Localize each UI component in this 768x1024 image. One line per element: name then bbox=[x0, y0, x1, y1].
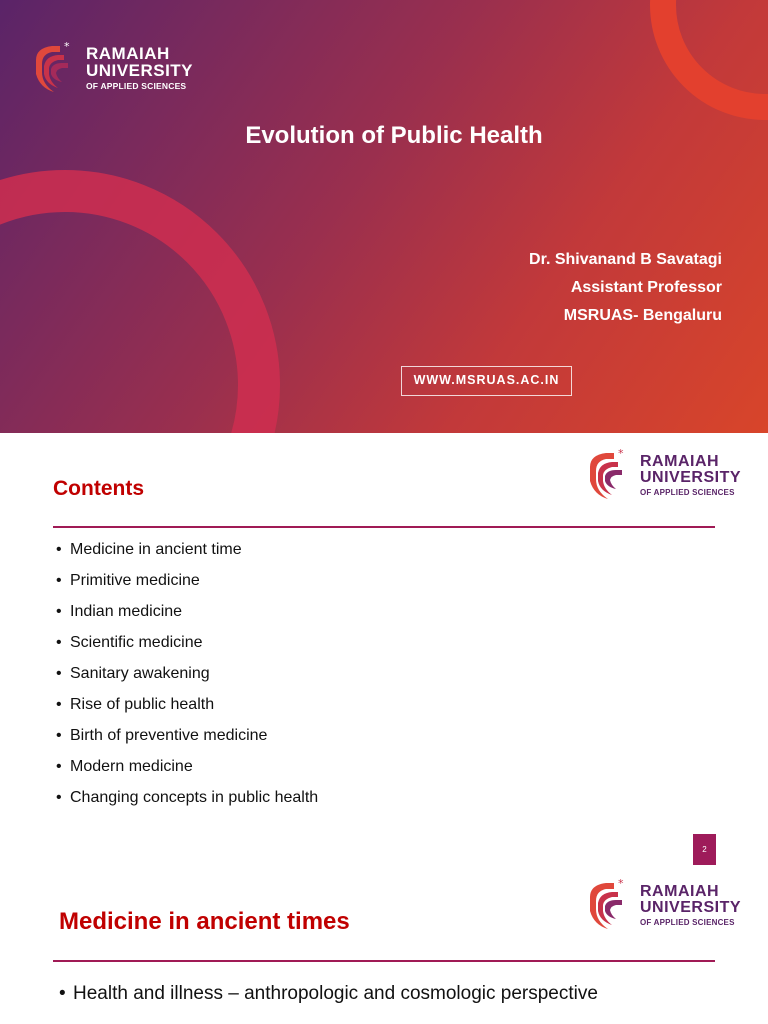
logo-line-3: OF APPLIED SCIENCES bbox=[86, 81, 187, 92]
contents-title: Contents bbox=[53, 477, 144, 500]
list-item: • Scientific medicine bbox=[56, 634, 203, 651]
logo-line-1: RAMAIAH bbox=[640, 882, 720, 900]
decorative-ring-left bbox=[0, 170, 280, 433]
presentation-title: Evolution of Public Health bbox=[245, 122, 543, 149]
university-emblem-icon bbox=[584, 875, 634, 935]
ancient-medicine-slide bbox=[0, 865, 768, 1024]
list-item: • Sanitary awakening bbox=[56, 665, 210, 682]
list-item: • Indian medicine bbox=[56, 603, 183, 620]
logo-line-3: OF APPLIED SCIENCES bbox=[640, 487, 735, 497]
list-item: • Changing concepts in public health bbox=[56, 789, 319, 806]
title-divider bbox=[53, 960, 715, 962]
contents-slide bbox=[0, 433, 768, 865]
slide-title: Medicine in ancient times bbox=[59, 908, 350, 935]
logo-line-1: RAMAIAH bbox=[86, 44, 170, 64]
list-item: • Primitive medicine bbox=[56, 572, 200, 589]
list-item: • Birth of preventive medicine bbox=[56, 727, 268, 744]
list-item: • Medicine in ancient time bbox=[56, 541, 242, 558]
university-logo bbox=[584, 445, 741, 505]
title-divider bbox=[53, 526, 715, 528]
title-slide bbox=[0, 0, 768, 433]
decorative-ring-right bbox=[650, 0, 768, 120]
university-logo bbox=[584, 875, 741, 935]
university-emblem-icon bbox=[584, 445, 634, 505]
list-item: • Rise of public health bbox=[56, 696, 215, 713]
logo-line-3: OF APPLIED SCIENCES bbox=[640, 917, 735, 927]
bullet-point: • Health and illness – anthropologic and cosmologic perspective bbox=[59, 983, 598, 1004]
presenter-block bbox=[529, 246, 722, 330]
website-link[interactable]: WWW.MSRUAS.AC.IN bbox=[401, 366, 572, 396]
list-item: • Modern medicine bbox=[56, 758, 193, 775]
presenter-role: Assistant Professor bbox=[570, 279, 722, 296]
logo-line-2: UNIVERSITY bbox=[86, 61, 194, 81]
presenter-org: MSRUAS- Bengaluru bbox=[563, 307, 722, 324]
university-emblem-icon bbox=[30, 38, 80, 98]
svg-text:*: * bbox=[618, 447, 624, 460]
svg-text:*: * bbox=[64, 40, 70, 53]
logo-line-2: UNIVERSITY bbox=[640, 898, 742, 916]
page-number-badge: 2 bbox=[693, 834, 716, 865]
logo-line-1: RAMAIAH bbox=[640, 452, 720, 470]
university-logo bbox=[30, 38, 193, 98]
svg-text:*: * bbox=[618, 877, 624, 890]
contents-list bbox=[56, 539, 318, 818]
presenter-name: Dr. Shivanand B Savatagi bbox=[529, 251, 722, 268]
logo-line-2: UNIVERSITY bbox=[640, 468, 742, 486]
